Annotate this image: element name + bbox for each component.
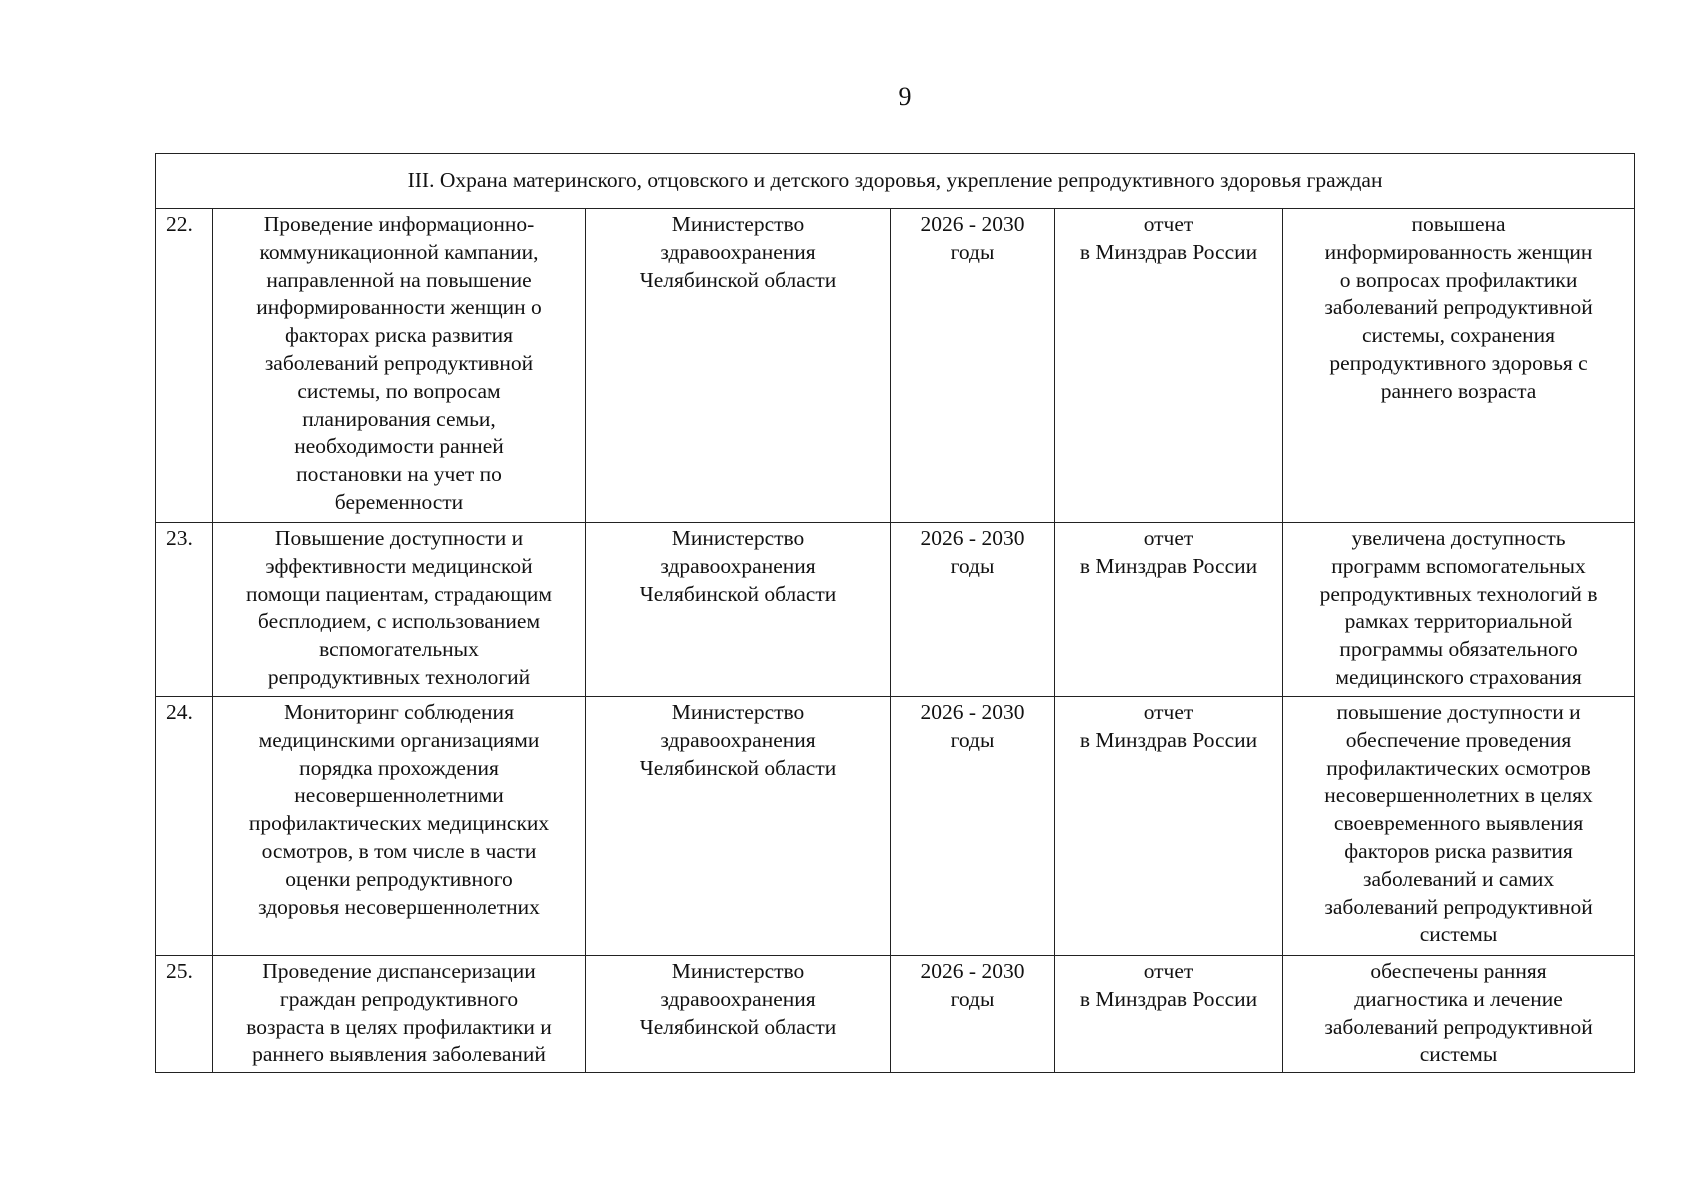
executor-cell: Министерство здравоохранения Челябинской области [586, 956, 891, 1073]
table-row [156, 956, 1635, 1073]
section-header-row [156, 154, 1635, 209]
period-cell: 2026 - 2030 годы [891, 209, 1055, 523]
measures-table [155, 153, 1635, 1073]
section-title: III. Охрана материнского, отцовского и детского здоровья, укрепление репродуктивного здоровья граждан [156, 154, 1635, 209]
table-row [156, 697, 1635, 956]
report-cell: отчет в Минздрав России [1055, 697, 1283, 956]
row-number: 25. [156, 956, 213, 1073]
page-number: 9 [898, 82, 912, 111]
period-cell: 2026 - 2030 годы [891, 523, 1055, 697]
period-cell: 2026 - 2030 годы [891, 697, 1055, 956]
row-number: 22. [156, 209, 213, 523]
activity-cell: Проведение диспансеризации граждан репродуктивного возраста в целях профилактики и раннего выявления заболеваний [213, 956, 586, 1073]
activity-cell: Повышение доступности и эффективности медицинской помощи пациентам, страдающим бесплодием, с использованием вспомогательных репродуктивных технологий [213, 523, 586, 697]
result-cell: обеспечены ранняя диагностика и лечение заболеваний репродуктивной системы [1283, 956, 1635, 1073]
executor-cell: Министерство здравоохранения Челябинской области [586, 697, 891, 956]
result-cell: повышена информированность женщин о вопросах профилактики заболеваний репродуктивной системы, сохранения репродуктивного здоровья с раннего возраста [1283, 209, 1635, 523]
table-row [156, 209, 1635, 523]
executor-cell: Министерство здравоохранения Челябинской области [586, 209, 891, 523]
result-cell: увеличена доступность программ вспомогательных репродуктивных технологий в рамках территориальной программы обязательного медицинского страхования [1283, 523, 1635, 697]
table-row [156, 523, 1635, 697]
period-cell: 2026 - 2030 годы [891, 956, 1055, 1073]
report-cell: отчет в Минздрав России [1055, 523, 1283, 697]
report-cell: отчет в Минздрав России [1055, 209, 1283, 523]
row-number: 24. [156, 697, 213, 956]
activity-cell: Мониторинг соблюдения медицинскими организациями порядка прохождения несовершеннолетними профилактических медицинских осмотров, в том числе в части оценки репродуктивного здоровья несовершеннолетних [213, 697, 586, 956]
activity-cell: Проведение информационно- коммуникационной кампании, направленной на повышение информированности женщин о факторах риска развития заболеваний репродуктивной системы, по вопросам планирования семьи, необходимости ранней постановки на учет по беременности [213, 209, 586, 523]
result-cell: повышение доступности и обеспечение проведения профилактических осмотров несовершеннолетних в целях своевременного выявления факторов риска развития заболеваний и самих заболеваний репродуктивной системы [1283, 697, 1635, 956]
row-number: 23. [156, 523, 213, 697]
executor-cell: Министерство здравоохранения Челябинской области [586, 523, 891, 697]
report-cell: отчет в Минздрав России [1055, 956, 1283, 1073]
